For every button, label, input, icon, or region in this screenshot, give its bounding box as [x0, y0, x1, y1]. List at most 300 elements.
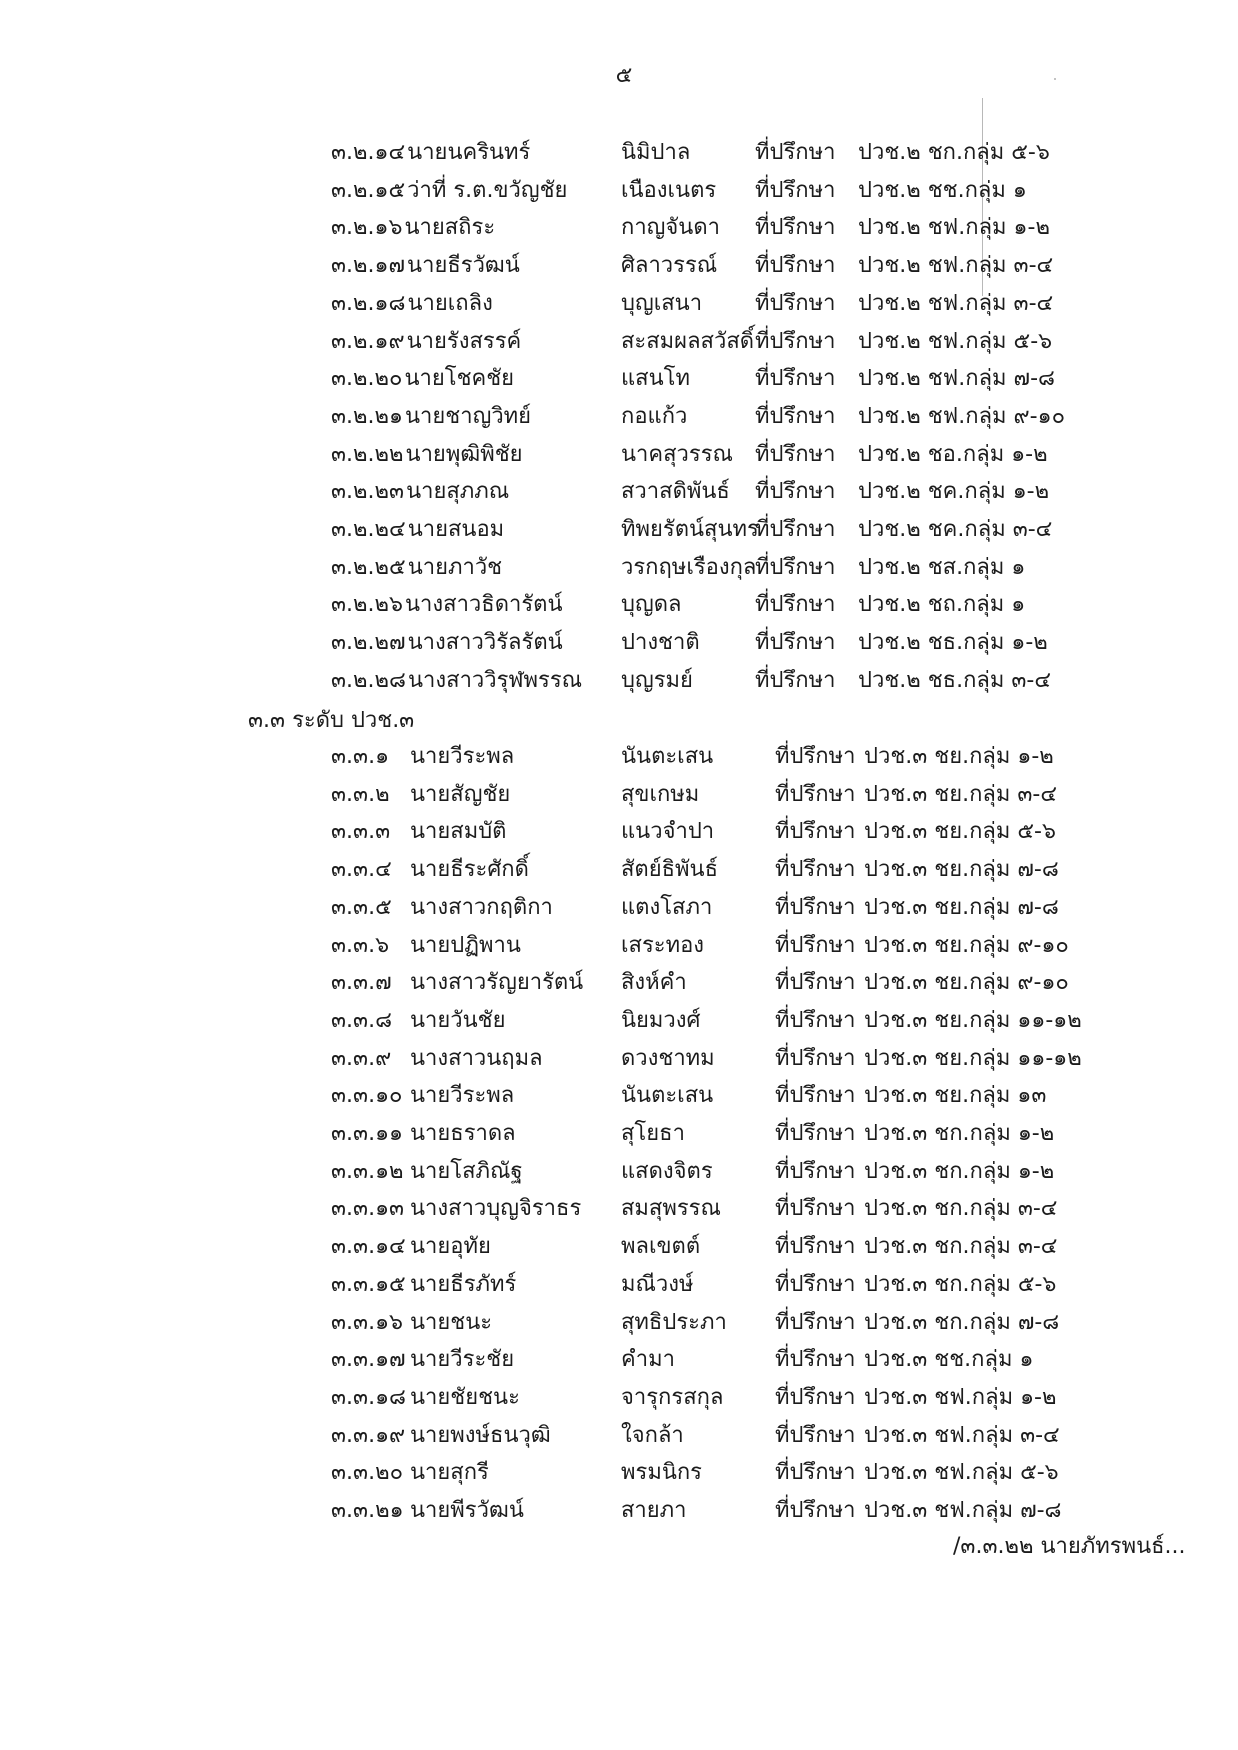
row-number: ๓.๓.๘ — [331, 1008, 393, 1033]
row-number: ๓.๓.๙ — [331, 1046, 392, 1071]
first-name: นายธีรวัฒน์ — [407, 253, 520, 278]
advisor-row — [0, 478, 1238, 506]
first-name: นางสาววิรัลรัตน์ — [407, 630, 563, 655]
first-name: นายธีระศักดิ์ — [410, 857, 529, 882]
class-code: ปวช.๒ ชค. — [858, 479, 965, 504]
surname: นาคสุวรรณ — [621, 442, 733, 467]
row-number: ๓.๒.๒๑ — [331, 404, 403, 429]
row-number: ๓.๒.๑๕ — [331, 178, 406, 203]
group-number: กลุ่ม ๑ — [964, 178, 1027, 203]
class-code: ปวช.๓ ชก. — [864, 1310, 970, 1335]
advisor-row — [0, 781, 1238, 809]
advisor-cell — [755, 591, 1025, 619]
class-code: ปวช.๓ ชย. — [864, 895, 970, 920]
group-number: กลุ่ม ๑ — [963, 555, 1026, 580]
row-number: ๓.๓.๑๐ — [331, 1083, 403, 1108]
advisor-label: ที่ปรึกษา — [775, 1046, 856, 1071]
surname: บุญรมย์ — [621, 668, 693, 693]
advisor-cell — [775, 1007, 1082, 1035]
advisor-row — [0, 818, 1238, 846]
class-code: ปวช.๒ ชอ. — [858, 442, 963, 467]
group-number: กลุ่ม ๙-๑๐ — [969, 933, 1069, 958]
row-number: ๓.๒.๒๐ — [331, 366, 403, 391]
group-number: กลุ่ม ๗-๘ — [965, 366, 1056, 391]
advisor-cell — [755, 365, 1055, 393]
advisor-row — [0, 856, 1238, 884]
name-cell — [331, 743, 514, 771]
group-number: กลุ่ม ๑ — [962, 592, 1026, 617]
group-number: กลุ่ม ๕-๖ — [969, 1272, 1057, 1297]
advisor-cell — [775, 1422, 1060, 1450]
first-name: นางสาวรัญยารัตน์ — [410, 970, 584, 995]
advisor-cell — [775, 1271, 1056, 1299]
name-cell — [331, 478, 509, 506]
name-cell — [331, 554, 502, 582]
advisor-label: ที่ปรึกษา — [755, 215, 836, 240]
row-number: ๓.๓.๖ — [331, 933, 390, 958]
surname: จารุกรสกุล — [621, 1385, 724, 1410]
advisor-cell — [755, 667, 1051, 695]
row-number: ๓.๓.๑๔ — [331, 1234, 406, 1259]
surname: นิยมวงศ์ — [621, 1008, 701, 1033]
group-number: กลุ่ม ๓-๔ — [971, 1423, 1060, 1448]
advisor-label: ที่ปรึกษา — [755, 140, 836, 165]
row-number: ๓.๒.๑๘ — [331, 291, 406, 316]
group-number: กลุ่ม ๓-๔ — [969, 1196, 1058, 1221]
row-number: ๓.๓.๑๓ — [331, 1196, 405, 1221]
group-number: กลุ่ม ๓-๔ — [965, 253, 1054, 278]
advisor-label: ที่ปรึกษา — [775, 1460, 856, 1485]
class-code: ปวช.๓ ชก. — [864, 1272, 970, 1297]
group-number: กลุ่ม ๕-๖ — [971, 1460, 1059, 1485]
group-number: กลุ่ม ๑-๒ — [969, 1159, 1055, 1184]
name-cell — [331, 1459, 489, 1487]
advisor-row — [0, 932, 1238, 960]
group-number: กลุ่ม ๓-๔ — [965, 291, 1054, 316]
name-cell — [331, 1271, 516, 1299]
advisor-label: ที่ปรึกษา — [775, 782, 856, 807]
group-number: กลุ่ม ๗-๘ — [969, 1310, 1060, 1335]
first-name: นายนครินทร์ — [407, 140, 531, 165]
first-name: นางสาวนฤมล — [410, 1046, 543, 1071]
first-name: นายอุทัย — [410, 1234, 491, 1259]
first-name: นายสัญชัย — [410, 782, 511, 807]
class-code: ปวช.๓ ชย. — [864, 970, 970, 995]
advisor-cell — [755, 290, 1053, 318]
continuation-footer: /๓.๓.๒๒ นายภัทรพนธ์... — [953, 1534, 1186, 1559]
advisor-cell — [775, 1459, 1059, 1487]
row-number: ๓.๓.๑๘ — [331, 1385, 407, 1410]
advisor-row — [0, 1195, 1238, 1223]
first-name: นายพุฒิพิชัย — [405, 442, 523, 467]
advisor-cell — [775, 1233, 1057, 1261]
advisor-cell — [775, 932, 1069, 960]
row-number: ๓.๓.๑๖ — [331, 1310, 403, 1335]
group-number: กลุ่ม ๕-๖ — [969, 819, 1056, 844]
advisor-label: ที่ปรึกษา — [775, 1498, 856, 1523]
name-cell — [331, 1195, 581, 1223]
row-number: ๓.๓.๒๑ — [331, 1498, 404, 1523]
surname: แนวจำปา — [621, 819, 715, 844]
name-cell — [331, 365, 514, 393]
row-number: ๓.๓.๑๗ — [331, 1347, 406, 1372]
page-number: ๕ — [615, 63, 633, 88]
surname: นิมิปาล — [621, 140, 691, 165]
group-number: กลุ่ม ๑๓ — [969, 1083, 1047, 1108]
advisor-row — [0, 441, 1238, 469]
group-number: กลุ่ม ๑-๒ — [964, 479, 1050, 504]
surname: มณีวงษ์ — [621, 1272, 694, 1297]
advisor-row — [0, 139, 1238, 167]
advisor-row — [0, 177, 1238, 205]
row-number: ๓.๓.๔ — [331, 857, 392, 882]
advisor-row — [0, 1497, 1238, 1525]
first-name: นายพีรวัฒน์ — [410, 1498, 524, 1523]
surname: สัตย์ธิพันธ์ — [621, 857, 719, 882]
surname: ใจกล้า — [621, 1423, 684, 1448]
advisor-row — [0, 554, 1238, 582]
class-code: ปวช.๓ ชก. — [864, 1121, 970, 1146]
class-code: ปวช.๒ ชส. — [858, 555, 964, 580]
advisor-label: ที่ปรึกษา — [775, 1272, 856, 1297]
group-number: กลุ่ม ๕-๖ — [962, 140, 1050, 165]
advisor-label: ที่ปรึกษา — [755, 291, 836, 316]
group-number: กลุ่ม ๑-๒ — [962, 442, 1048, 467]
row-number: ๓.๒.๒๕ — [331, 555, 406, 580]
group-number: กลุ่ม ๑-๒ — [963, 630, 1048, 655]
advisor-row — [0, 365, 1238, 393]
class-code: ปวช.๒ ชก. — [858, 140, 963, 165]
name-cell — [331, 1082, 514, 1110]
surname: สุขเกษม — [621, 782, 700, 807]
surname: เสระทอง — [621, 933, 705, 958]
name-cell — [331, 969, 583, 997]
first-name: นายชนะ — [410, 1310, 493, 1335]
surname: สวาสดิพันธ์ — [621, 479, 730, 504]
first-name: นายพงษ์ธนวุฒิ — [410, 1423, 551, 1448]
group-number: กลุ่ม ๓-๔ — [963, 668, 1052, 693]
first-name: นายสุกรี — [410, 1460, 489, 1485]
class-code: ปวช.๓ ชฟ. — [864, 1498, 972, 1523]
surname: สิงห์คำ — [621, 970, 687, 995]
group-number: กลุ่ม ๓-๔ — [969, 782, 1058, 807]
advisor-label: ที่ปรึกษา — [775, 1083, 856, 1108]
advisor-cell — [775, 1497, 1062, 1525]
class-code: ปวช.๓ ชย. — [864, 857, 970, 882]
class-code: ปวช.๓ ชก. — [864, 1234, 970, 1259]
surname: ดวงชาทม — [621, 1046, 715, 1071]
surname: ปางชาติ — [621, 630, 700, 655]
class-code: ปวช.๓ ชฟ. — [864, 1460, 972, 1485]
advisor-label: ที่ปรึกษา — [775, 819, 856, 844]
surname: นันตะเสน — [621, 1083, 714, 1108]
class-code: ปวช.๒ ชฟ. — [858, 329, 966, 354]
group-number: กลุ่ม ๑-๒ — [969, 1121, 1055, 1146]
surname: บุญเสนา — [621, 291, 703, 316]
row-number: ๓.๓.๑๒ — [331, 1159, 404, 1184]
advisor-row — [0, 1459, 1238, 1487]
advisor-label: ที่ปรึกษา — [775, 1347, 856, 1372]
advisor-label: ที่ปรึกษา — [775, 1423, 856, 1448]
name-cell — [331, 1158, 523, 1186]
advisor-cell — [775, 1346, 1033, 1374]
advisor-cell — [755, 629, 1048, 657]
row-number: ๓.๓.๒๐ — [331, 1460, 403, 1485]
name-cell — [331, 1233, 491, 1261]
first-name: ว่าที่ ร.ต.ขวัญชัย — [407, 178, 568, 203]
advisor-cell — [755, 177, 1027, 205]
first-name: นายธีรภัทร์ — [410, 1272, 517, 1297]
surname: สมสุพรรณ — [621, 1196, 721, 1221]
advisor-row — [0, 290, 1238, 318]
row-number: ๓.๓.๑๙ — [331, 1423, 406, 1448]
name-cell — [331, 1384, 520, 1412]
class-code: ปวช.๒ ชฟ. — [858, 253, 966, 278]
first-name: นายภาวัช — [407, 555, 503, 580]
first-name: นายธราดล — [410, 1121, 516, 1146]
row-number: ๓.๒.๑๙ — [331, 329, 405, 354]
name-cell — [331, 441, 523, 469]
advisor-row — [0, 252, 1238, 280]
first-name: นายวีระพล — [410, 744, 515, 769]
group-number: กลุ่ม ๑-๒ — [971, 1385, 1057, 1410]
name-cell — [331, 1120, 516, 1148]
advisor-row — [0, 969, 1238, 997]
group-number: กลุ่ม ๕-๖ — [965, 329, 1053, 354]
advisor-cell — [755, 554, 1025, 582]
advisor-row — [0, 1120, 1238, 1148]
name-cell — [331, 629, 563, 657]
advisor-label: ที่ปรึกษา — [755, 630, 836, 655]
surname: สุโยธา — [621, 1121, 685, 1146]
advisor-label: ที่ปรึกษา — [755, 329, 836, 354]
group-number: กลุ่ม ๑-๒ — [965, 215, 1050, 240]
row-number: ๓.๒.๒๔ — [331, 517, 406, 542]
group-number: กลุ่ม ๓-๔ — [969, 1234, 1058, 1259]
advisor-row — [0, 1346, 1238, 1374]
first-name: นายรังสรรค์ — [406, 329, 522, 354]
surname: คำมา — [621, 1347, 675, 1372]
surname: ทิพยรัตน์สุนทร — [621, 517, 759, 542]
advisor-cell — [775, 1384, 1056, 1412]
row-number: ๓.๒.๒๓ — [331, 479, 405, 504]
advisor-cell — [775, 1158, 1054, 1186]
advisor-row — [0, 1271, 1238, 1299]
advisor-cell — [775, 818, 1056, 846]
surname: สะสมผลสวัสดิ์ — [621, 329, 755, 354]
name-cell — [331, 1045, 543, 1073]
advisor-cell — [755, 478, 1049, 506]
group-number: กลุ่ม ๗-๘ — [969, 857, 1059, 882]
surname: วรกฤษเรืองกุล — [621, 555, 757, 580]
class-code: ปวช.๓ ชก. — [864, 1159, 970, 1184]
name-cell — [331, 328, 521, 356]
row-number: ๓.๓.๕ — [331, 895, 392, 920]
advisor-row — [0, 403, 1238, 431]
advisor-label: ที่ปรึกษา — [755, 442, 836, 467]
group-number: กลุ่ม ๙-๑๐ — [969, 970, 1069, 995]
class-code: ปวช.๓ ชย. — [864, 819, 970, 844]
name-cell — [331, 932, 521, 960]
class-code: ปวช.๒ ชธ. — [858, 668, 964, 693]
advisor-label: ที่ปรึกษา — [775, 1310, 856, 1335]
first-name: นางสาวธิดารัตน์ — [405, 592, 563, 617]
advisor-cell — [775, 1309, 1059, 1337]
advisor-row — [0, 1158, 1238, 1186]
advisor-row — [0, 214, 1238, 242]
surname: แตงโสภา — [621, 895, 713, 920]
group-number: กลุ่ม ๓-๔ — [964, 517, 1053, 542]
advisor-row — [0, 328, 1238, 356]
advisor-label: ที่ปรึกษา — [775, 1008, 856, 1033]
advisor-cell — [775, 856, 1059, 884]
name-cell — [331, 1422, 551, 1450]
class-code: ปวช.๒ ชค. — [858, 517, 965, 542]
first-name: นางสาวกฤติกา — [410, 895, 553, 920]
advisor-cell — [775, 1120, 1054, 1148]
advisor-label: ที่ปรึกษา — [775, 1234, 856, 1259]
surname: สุทธิประภา — [621, 1310, 727, 1335]
row-number: ๓.๓.๑๕ — [331, 1272, 406, 1297]
row-number: ๓.๓.๗ — [331, 970, 392, 995]
name-cell — [331, 591, 562, 619]
surname: พลเขตต์ — [621, 1234, 701, 1259]
first-name: นายวีระชัย — [410, 1347, 515, 1372]
first-name: นางสาววิรุฬพรรณ — [408, 668, 583, 693]
advisor-label: ที่ปรึกษา — [775, 895, 856, 920]
class-code: ปวช.๒ ชถ. — [858, 592, 963, 617]
advisor-row — [0, 667, 1238, 695]
first-name: นายปฏิพาน — [410, 933, 521, 958]
advisor-cell — [755, 139, 1050, 167]
advisor-label: ที่ปรึกษา — [775, 1159, 856, 1184]
scan-artifact-dot — [1054, 78, 1056, 80]
surname: กอแก้ว — [621, 404, 688, 429]
section-3-3-heading: ๓.๓ ระดับ ปวช.๓ — [248, 708, 415, 733]
advisor-label: ที่ปรึกษา — [755, 592, 836, 617]
class-code: ปวช.๒ ชช. — [858, 178, 965, 203]
class-code: ปวช.๒ ชฟ. — [858, 366, 966, 391]
name-cell — [331, 894, 553, 922]
group-number: กลุ่ม ๙-๑๐ — [965, 404, 1065, 429]
class-code: ปวช.๓ ชย. — [864, 1008, 970, 1033]
surname: แสดงจิตร — [621, 1159, 713, 1184]
advisor-cell — [775, 1082, 1046, 1110]
surname: แสนโท — [621, 366, 690, 391]
advisor-row — [0, 1233, 1238, 1261]
advisor-label: ที่ปรึกษา — [775, 857, 856, 882]
class-code: ปวช.๓ ชฟ. — [864, 1423, 972, 1448]
name-cell — [331, 781, 510, 809]
advisor-label: ที่ปรึกษา — [755, 404, 836, 429]
first-name: นายวันชัย — [410, 1008, 506, 1033]
advisor-cell — [775, 969, 1069, 997]
advisor-cell — [775, 743, 1054, 771]
advisor-row — [0, 1045, 1238, 1073]
row-number: ๓.๒.๒๒ — [331, 442, 404, 467]
advisor-cell — [755, 214, 1050, 242]
class-code: ปวช.๒ ชธ. — [858, 630, 964, 655]
group-number: กลุ่ม ๗-๘ — [969, 895, 1059, 920]
name-cell — [331, 177, 567, 205]
class-code: ปวช.๒ ชฟ. — [858, 404, 966, 429]
advisor-row — [0, 516, 1238, 544]
class-code: ปวช.๒ ชฟ. — [858, 291, 966, 316]
class-code: ปวช.๓ ชย. — [864, 1046, 970, 1071]
row-number: ๓.๒.๑๖ — [331, 215, 403, 240]
class-code: ปวช.๓ ชย. — [864, 933, 970, 958]
advisor-label: ที่ปรึกษา — [775, 744, 856, 769]
surname: นันตะเสน — [621, 744, 714, 769]
class-code: ปวช.๓ ชช. — [864, 1347, 972, 1372]
surname: กาญจันดา — [621, 215, 720, 240]
row-number: ๓.๓.๑ — [331, 744, 390, 769]
group-number: กลุ่ม ๑๑-๑๒ — [969, 1008, 1082, 1033]
advisor-row — [0, 1384, 1238, 1412]
class-code: ปวช.๓ ชย. — [864, 744, 970, 769]
first-name: นางสาวบุญจิราธร — [410, 1196, 582, 1221]
advisor-label: ที่ปรึกษา — [755, 366, 836, 391]
advisor-label: ที่ปรึกษา — [755, 517, 836, 542]
class-code: ปวช.๒ ชฟ. — [858, 215, 966, 240]
name-cell — [331, 139, 530, 167]
advisor-label: ที่ปรึกษา — [755, 555, 836, 580]
group-number: กลุ่ม ๗-๘ — [971, 1498, 1062, 1523]
first-name: นายชัยชนะ — [410, 1385, 520, 1410]
surname: เนืองเนตร — [621, 178, 717, 203]
advisor-label: ที่ปรึกษา — [755, 479, 836, 504]
row-number: ๓.๒.๒๘ — [331, 668, 407, 693]
row-number: ๓.๓.๒ — [331, 782, 390, 807]
name-cell — [331, 403, 531, 431]
class-code: ปวช.๓ ชย. — [864, 1083, 970, 1108]
name-cell — [331, 856, 529, 884]
advisor-cell — [775, 1195, 1057, 1223]
name-cell — [331, 290, 493, 318]
class-code: ปวช.๓ ชฟ. — [864, 1385, 972, 1410]
row-number: ๓.๒.๒๗ — [331, 630, 406, 655]
row-number: ๓.๒.๒๖ — [331, 592, 403, 617]
first-name: นายชาญวิทย์ — [405, 404, 532, 429]
advisor-row — [0, 591, 1238, 619]
class-code: ปวช.๓ ชก. — [864, 1196, 970, 1221]
advisor-row — [0, 1309, 1238, 1337]
advisor-label: ที่ปรึกษา — [755, 253, 836, 278]
name-cell — [331, 1007, 506, 1035]
advisor-cell — [775, 1045, 1082, 1073]
advisor-label: ที่ปรึกษา — [775, 1196, 856, 1221]
group-number: กลุ่ม ๑-๒ — [969, 744, 1054, 769]
first-name: นายโชคชัย — [404, 366, 515, 391]
first-name: นายสุภภณ — [406, 479, 510, 504]
advisor-row — [0, 1422, 1238, 1450]
advisor-label: ที่ปรึกษา — [775, 1385, 856, 1410]
advisor-label: ที่ปรึกษา — [775, 1121, 856, 1146]
advisor-row — [0, 1007, 1238, 1035]
surname: พรมนิกร — [621, 1460, 702, 1485]
advisor-cell — [755, 328, 1052, 356]
name-cell — [331, 214, 495, 242]
advisor-row — [0, 743, 1238, 771]
group-number: กลุ่ม ๑ — [971, 1347, 1034, 1372]
class-code: ปวช.๓ ชย. — [864, 782, 970, 807]
name-cell — [331, 516, 504, 544]
group-number: กลุ่ม ๑๑-๑๒ — [969, 1046, 1082, 1071]
first-name: นายสมบัติ — [410, 819, 507, 844]
first-name: นายวีระพล — [410, 1083, 515, 1108]
name-cell — [331, 252, 520, 280]
advisor-label: ที่ปรึกษา — [775, 933, 856, 958]
